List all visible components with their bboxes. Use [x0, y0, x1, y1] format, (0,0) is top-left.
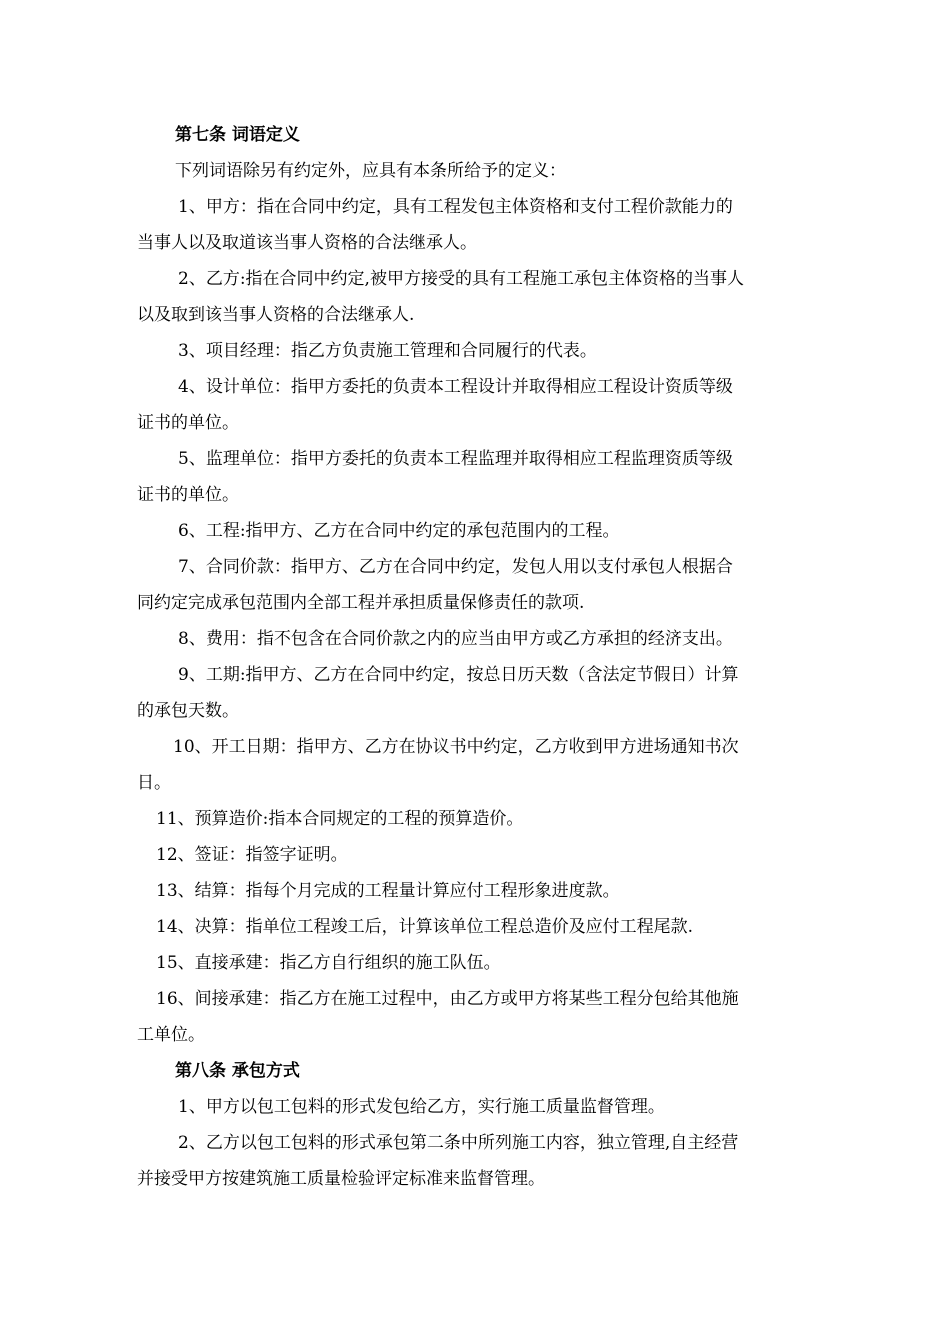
definition-item-2-line1: 2、乙方:指在合同中约定,被甲方接受的具有工程施工承包主体资格的当事人 [178, 269, 744, 289]
section-heading-7: 第七条 词语定义 [175, 125, 300, 145]
definition-item-3: 3、项目经理：指乙方负责施工管理和合同履行的代表。 [178, 341, 597, 361]
definition-item-15: 15、直接承建：指乙方自行组织的施工队伍。 [156, 953, 501, 973]
definition-item-5-line2: 证书的单位。 [137, 485, 239, 505]
method-item-2-line2: 并接受甲方按建筑施工质量检验评定标准来监督管理。 [137, 1169, 545, 1189]
definition-item-9-line2: 的承包天数。 [137, 701, 239, 721]
method-item-1: 1、甲方以包工包料的形式发包给乙方，实行施工质量监督管理。 [178, 1097, 665, 1117]
definition-item-16-line1: 16、间接承建：指乙方在施工过程中，由乙方或甲方将某些工程分包给其他施 [156, 989, 739, 1009]
definition-item-11: 11、预算造价:指本合同规定的工程的预算造价。 [156, 809, 524, 829]
definition-item-7-line1: 7、合同价款：指甲方、乙方在合同中约定，发包人用以支付承包人根据合 [178, 557, 733, 577]
definition-item-5-line1: 5、监理单位：指甲方委托的负责本工程监理并取得相应工程监理资质等级 [178, 449, 733, 469]
definition-item-13: 13、结算：指每个月完成的工程量计算应付工程形象进度款。 [156, 881, 620, 901]
definition-item-2-line2: 以及取到该当事人资格的合法继承人. [137, 305, 415, 325]
definition-item-1-line2: 当事人以及取道该当事人资格的合法继承人。 [137, 233, 477, 253]
section-heading-8: 第八条 承包方式 [175, 1061, 300, 1081]
definition-item-14: 14、决算：指单位工程竣工后，计算该单位工程总造价及应付工程尾款. [156, 917, 694, 937]
definition-item-10-line1: 10、开工日期：指甲方、乙方在协议书中约定，乙方收到甲方进场通知书次 [173, 737, 739, 757]
definition-item-12: 12、签证：指签字证明。 [156, 845, 348, 865]
definition-item-16-line2: 工单位。 [137, 1025, 205, 1045]
definition-item-4-line2: 证书的单位。 [137, 413, 239, 433]
definition-item-4-line1: 4、设计单位：指甲方委托的负责本工程设计并取得相应工程设计资质等级 [178, 377, 733, 397]
definition-item-10-line2: 日。 [137, 773, 171, 793]
method-item-2-line1: 2、乙方以包工包料的形式承包第二条中所列施工内容，独立管理,自主经营 [178, 1133, 739, 1153]
section-intro: 下列词语除另有约定外，应具有本条所给予的定义： [175, 161, 566, 181]
definition-item-1-line1: 1、甲方：指在合同中约定，具有工程发包主体资格和支付工程价款能力的 [178, 197, 733, 217]
definition-item-9-line1: 9、工期:指甲方、乙方在合同中约定，按总日历天数（含法定节假日）计算 [178, 665, 739, 685]
definition-item-7-line2: 同约定完成承包范围内全部工程并承担质量保修责任的款项. [137, 593, 585, 613]
definition-item-6: 6、工程:指甲方、乙方在合同中约定的承包范围内的工程。 [178, 521, 620, 541]
definition-item-8: 8、费用：指不包含在合同价款之内的应当由甲方或乙方承担的经济支出。 [178, 629, 733, 649]
